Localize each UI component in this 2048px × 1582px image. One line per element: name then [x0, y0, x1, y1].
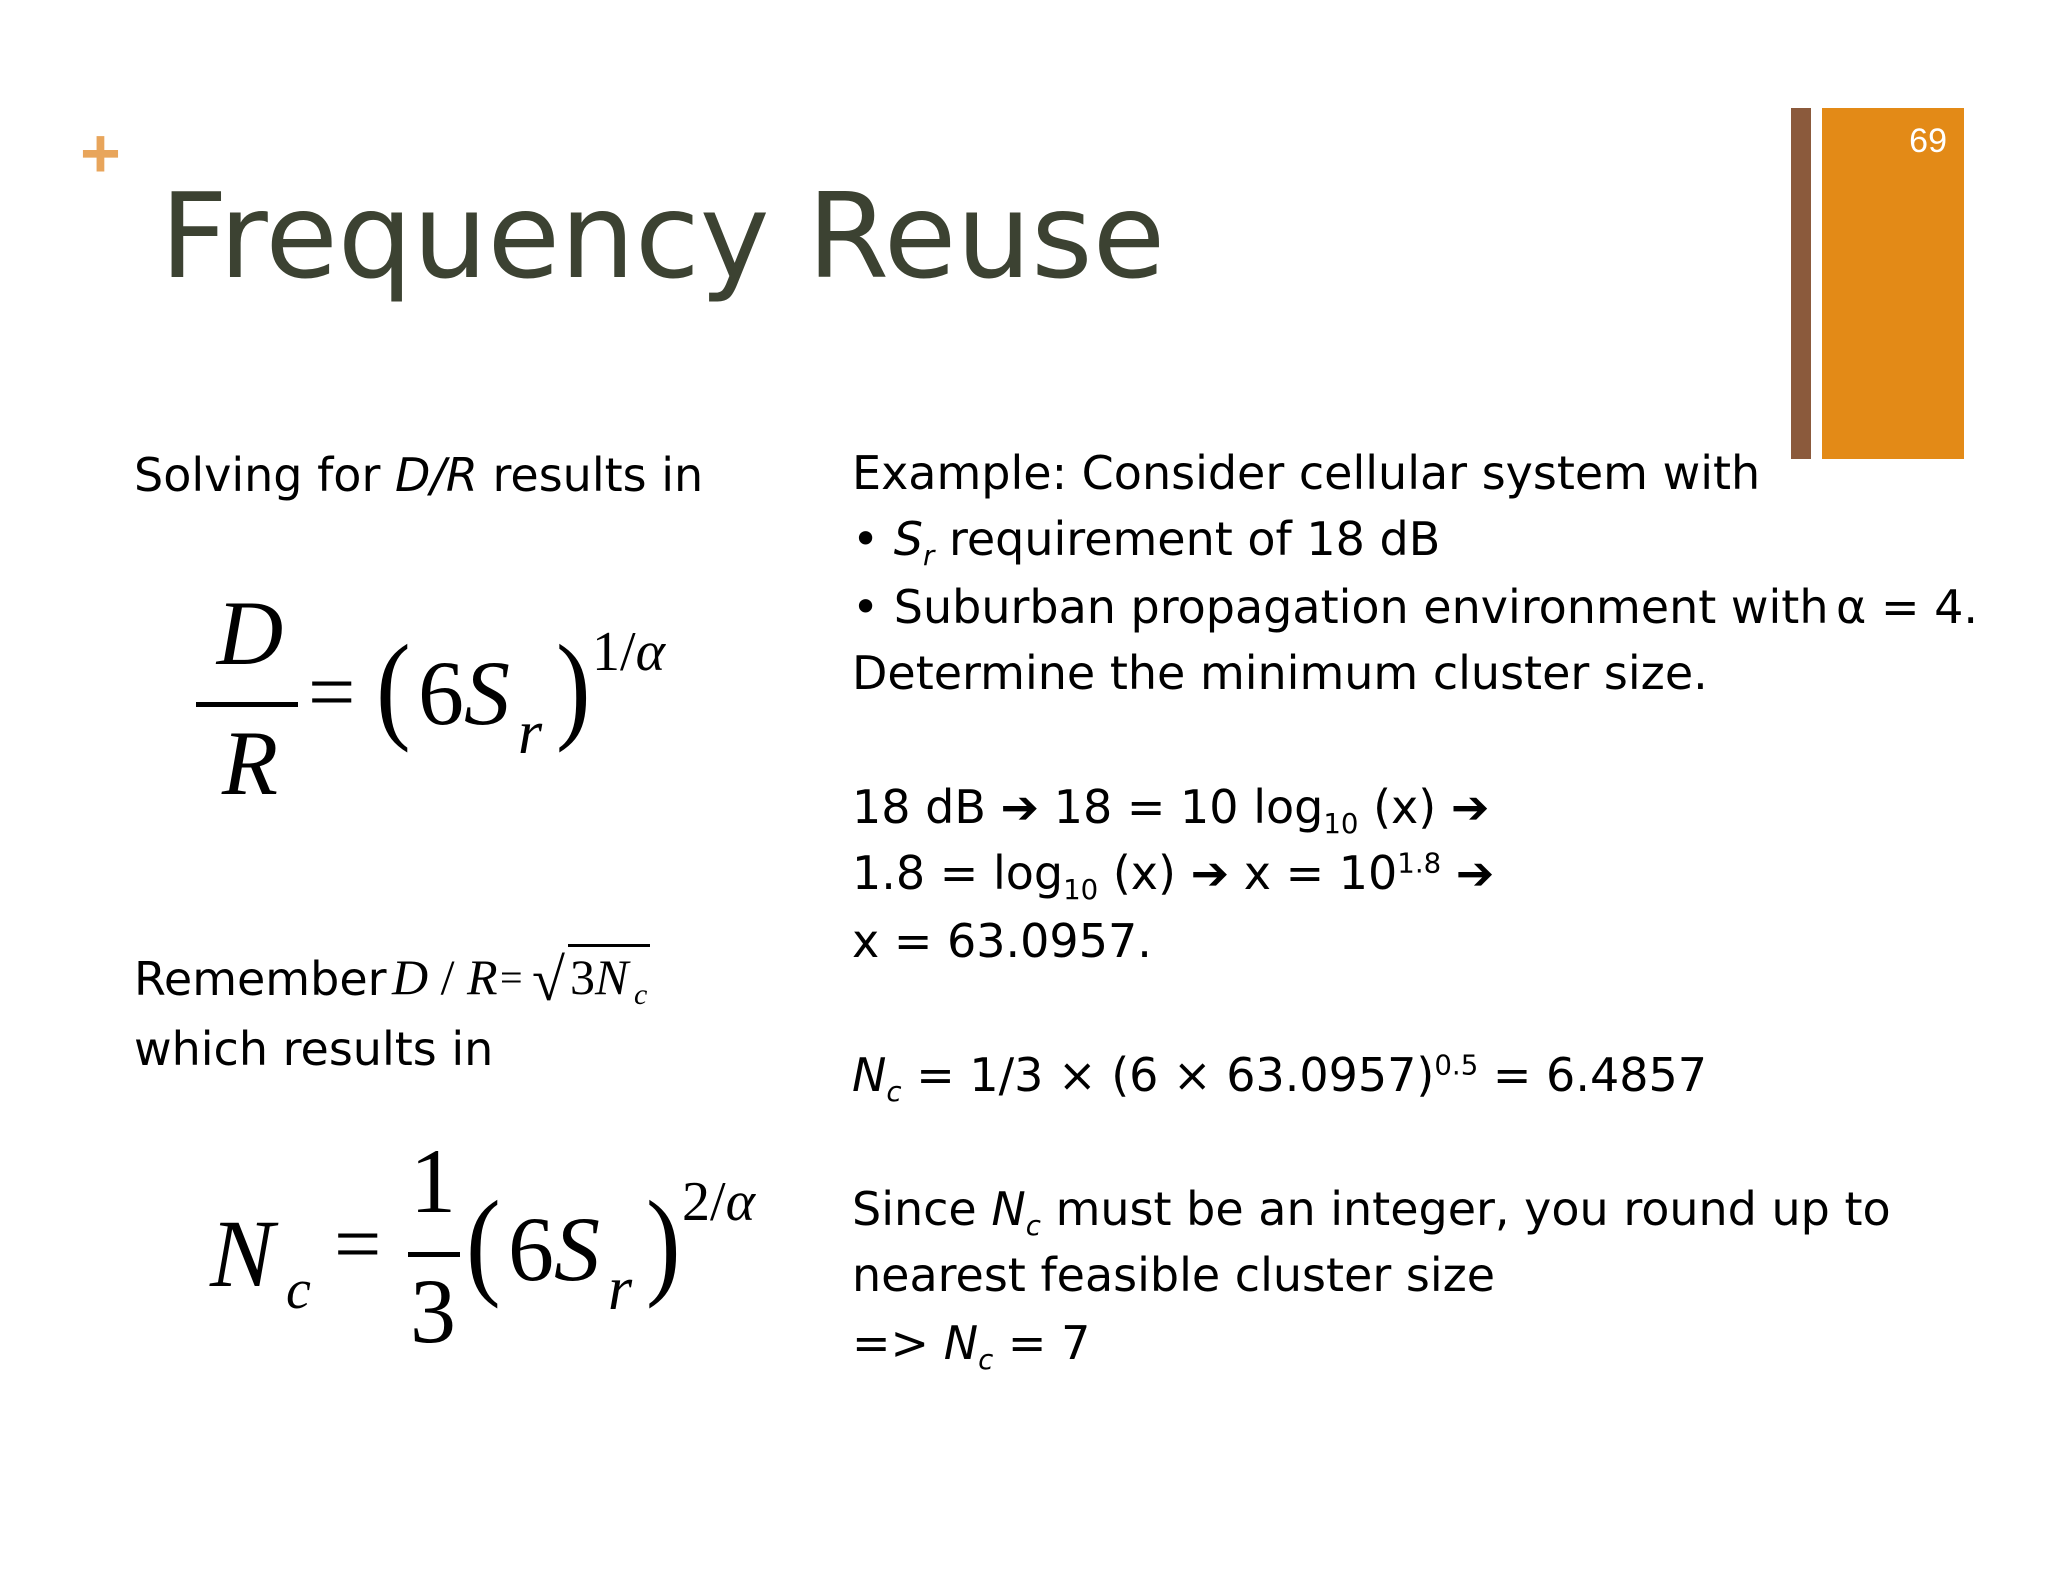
calc-line-1: 18 dB ➔ 18 = 10 $\log_{10} (x)$ ➔	[852, 780, 1490, 841]
plus-icon: +	[80, 114, 121, 192]
page-number: 69	[1909, 122, 1947, 160]
arrow-right-icon: ➔	[1190, 846, 1230, 900]
since-text: Since $N_c$ must be an integer, you round up to	[852, 1182, 1891, 1243]
accent-bar-brown	[1791, 108, 1811, 459]
calc-line-2: $1.8 = \log_{10} (x)$ ➔ $x = 10^{1.8}$ ➔	[852, 846, 1495, 907]
final-answer: => $N_c = 7$	[852, 1316, 1091, 1377]
remember-label: Remember	[134, 952, 387, 1006]
nearest-text: nearest feasible cluster size	[852, 1248, 1496, 1302]
bullet-dot: •	[852, 512, 880, 566]
formula-cluster-size: N c = 1 3 ( 6S r ) 2/α	[210, 1130, 755, 1362]
arrow-right-icon: ➔	[1000, 780, 1040, 834]
formula-sqrt-3nc: D / R = √ 3N c	[392, 938, 652, 1018]
formula-d-over-r: D R = ( 6S r ) 1/α	[180, 580, 700, 830]
determine-text: Determine the minimum cluster size.	[852, 646, 1708, 700]
alpha-value: α = 4.	[1836, 580, 1978, 634]
calc-line-3: x = 63.0957.	[852, 914, 1152, 968]
which-results-text: which results in	[134, 1022, 494, 1076]
arrow-right-icon: ➔	[1450, 780, 1490, 834]
bullet-suburban: • Suburban propagation environment with	[852, 580, 1829, 634]
bullet-sr-requirement: • $S_r$ requirement of 18 dB	[852, 512, 1441, 573]
nc-calculation: $N_c = 1/3 \times (6 \times 63.0957)^{0.5} = 6.4857$	[852, 1048, 1708, 1109]
solving-text: Solving for D/R results in	[134, 448, 704, 502]
slide-title: Frequency Reuse	[160, 167, 1166, 305]
example-intro: Example: Consider cellular system with	[852, 446, 1761, 500]
bullet-dot: •	[852, 580, 880, 634]
arrow-right-icon: ➔	[1455, 846, 1495, 900]
